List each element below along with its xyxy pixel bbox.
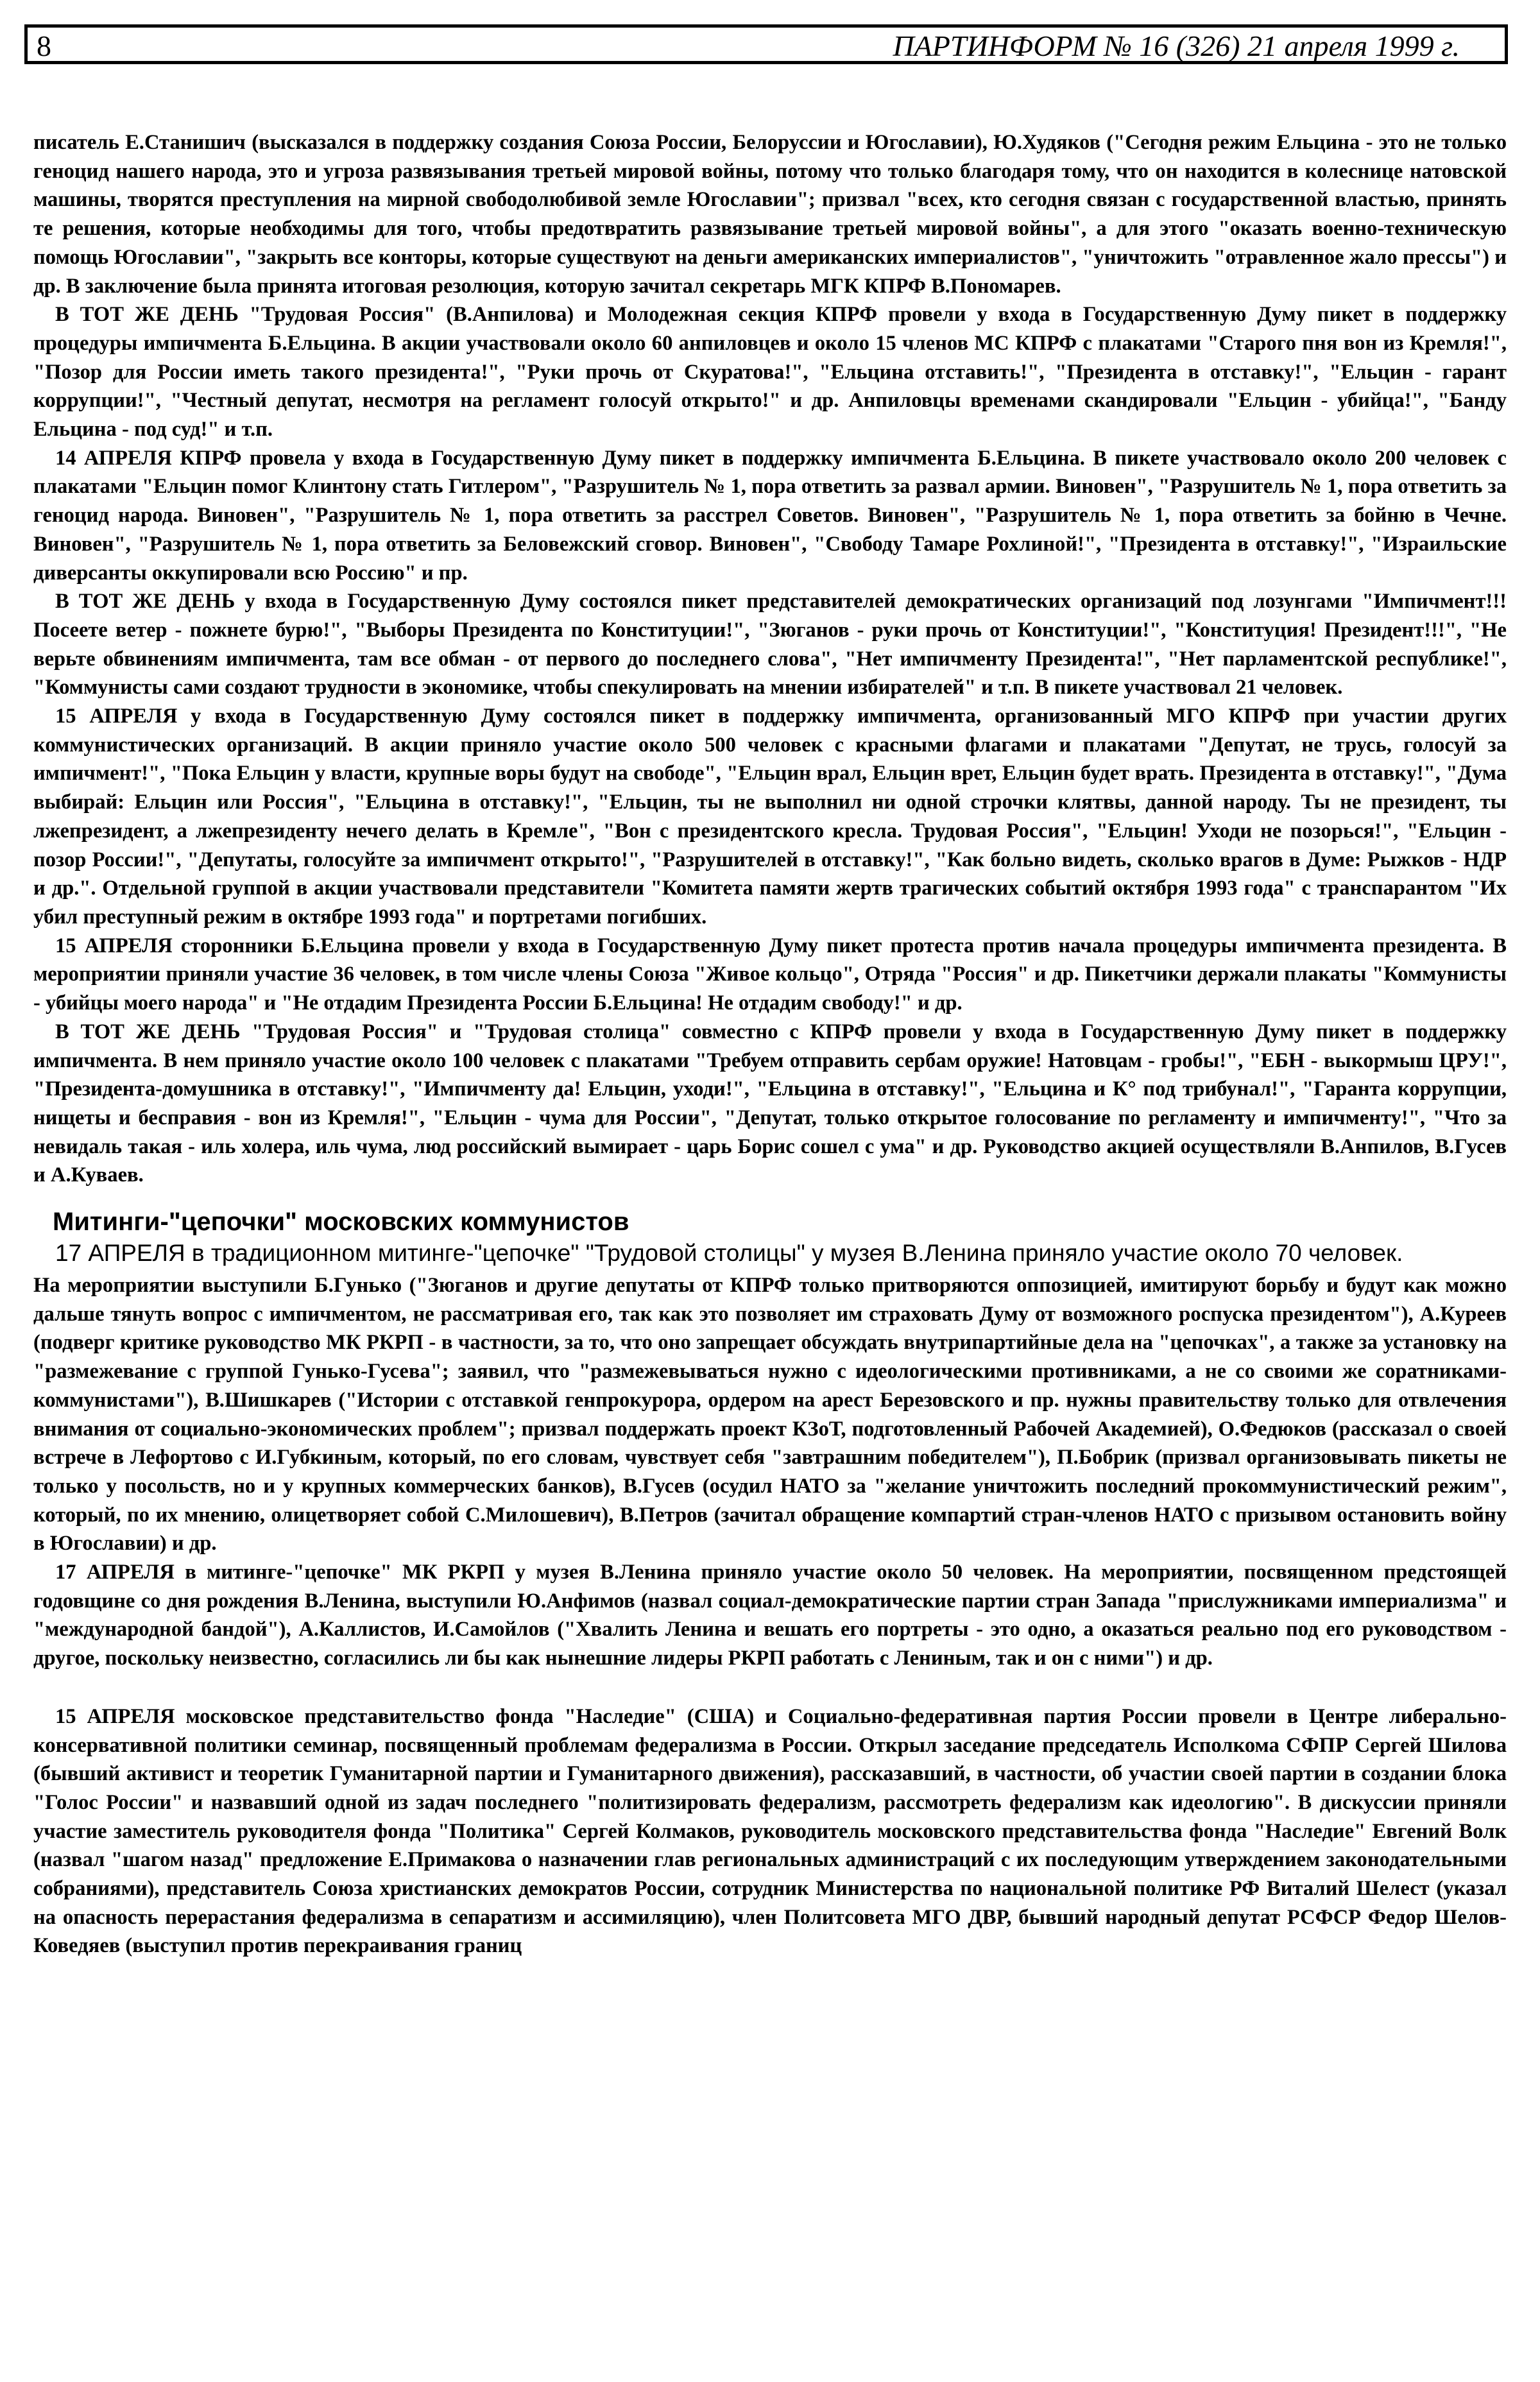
- publication-title: ПАРТИНФОРМ № 16 (326) 21 апреля 1999 г.: [893, 30, 1460, 62]
- paragraph: В ТОТ ЖЕ ДЕНЬ у входа в Государственную Думу состоялся пикет представителей демократических организаций под лозунгами "Импичмент!!! Посеете ветер - пожнете бурю!", "Выборы Президента по Конституции!", "Зюганов - руки прочь от Конституции!", "Конституция! Президент!!!", "Не верьте обвинениям импичмента, там все обман - от первого до последнего слова", "Нет импичменту Президента!", "Нет парламентской республике!", "Коммунисты сами создают трудности в экономике, чтобы спекулировать на мнении избирателей" и т.п. В пикете участвовал 21 человек.: [33, 590, 1507, 699]
- paragraph: В ТОТ ЖЕ ДЕНЬ "Трудовая Россия" (В.Анпилова) и Молодежная секция КПРФ провели у входа в Государственную Думу пикет в поддержку процедуры импичмента Б.Ельцина. В акции участвовали около 60 анпиловцев и около 15 членов МС КПРФ с плакатами "Старого пня вон из Кремля!", "Позор для России иметь такого президента!", "Руки прочь от Скуратова!", "Ельцина отставить!", "Президента в отставку!", "Ельцин - гарант коррупции!", "Честный депутат, несмотря на регламент голосуй открыто!" и др. Анпиловцы временами скандировали "Ельцин - убийца!", "Банду Ельцина - под суд!" и т.п.: [33, 303, 1507, 441]
- paragraph: писатель Е.Станишич (высказался в поддержку создания Союза России, Белоруссии и Югославии), Ю.Худяков ("Сегодня режим Ельцина - это не только геноцид нашего народа, это и угроза развязывания третьей мировой войны, потому что только благодаря тому, что он находится в колеснице натовской машины, творятся преступления на мирной свободолюбивой земле Югославии"; призвал "всех, кто сегодня связан с государственной властью, принять те решения, которые необходимы для того, чтобы предотвратить развязывание третьей мировой войны", а для этого "оказать военно-техническую помощь Югославии", "закрыть все конторы, которые существуют на деньги американских империалистов", "уничтожить "отравленное жало прессы") и др. В заключение была принята итоговая резолюция, которую зачитал секретарь МГК КПРФ В.Пономарев.: [33, 131, 1507, 298]
- section-lead: 17 АПРЕЛЯ в традиционном митинге-"цепочке" "Трудовой столицы" у музея В.Ленина приняло участие около 70 человек.: [55, 1240, 1403, 1267]
- paragraph: 17 АПРЕЛЯ в митинге-"цепочке" МК РКРП у музея В.Ленина приняло участие около 50 человек. На мероприятии, посвященном предстоящей годовщине со дня рождения В.Ленина, выступили Ю.Анфимов (назвал социал-демократические партии стран Запада "прислужниками империализма" и "международной бандой"), А.Каллистов, И.Самойлов ("Хвалить Ленина и вешать его портреты - это одно, а оказаться реально под его руководством - другое, поскольку неизвестно, согласились ли бы как нынешние лидеры РКРП работать с Лениным, так и он с ними") и др.: [33, 1561, 1507, 1670]
- article-body: [33, 128, 1507, 1960]
- paragraph: На мероприятии выступили Б.Гунько ("Зюганов и другие депутаты от КПРФ только притворяются оппозицией, имитируют борьбу и будут как можно дальше тянуть вопрос с импичментом, не рассматривая его, так как это позволяет им страховать Думу от возможного роспуска президентом"), А.Куреев (подверг критике руководство МК РКРП - в частности, за то, что оно запрещает обсуждать внутрипартийные дела на "цепочках", а также за установку на "размежевание с группой Гунько-Гусева"; заявил, что "размежевываться нужно с идеологическими противниками, а не со своими же соратниками-коммунистами"), В.Шишкарев ("Истории с отставкой генпрокурора, ордером на арест Березовского и пр. нужны правительству только для отвлечения внимания от социально-экономических проблем"; призвал поддержать проект КЗоТ, подготовленный Рабочей Академией), О.Федюков (рассказал о своей встрече в Лефортово с И.Губкиным, который, по его словам, чувствует себя "завтрашним победителем"), П.Бобрик (призвал организовывать пикеты не только у посольств, но и у крупных коммерческих банков), В.Гусев (осудил НАТО за "желание уничтожить последний прокоммунистический режим", который, по их мнению, олицетворяет собой С.Милошевич), В.Петров (зачитал обращение компартий стран-членов НАТО с призывом остановить войну в Югославии) и др.: [33, 1274, 1507, 1555]
- paragraph: 15 АПРЕЛЯ у входа в Государственную Думу состоялся пикет в поддержку импичмента, организованный МГО КПРФ при участии других коммунистических организаций. В акции приняло участие около 500 человек с красными флагами и плакатами "Депутат, не трусь, голосуй за импичмент!", "Пока Ельцин у власти, крупные воры будут на свободе", "Ельцин врал, Ельцин врет, Ельцин будет врать. Президента в отставку!", "Дума выбирай: Ельцин или Россия", "Ельцина в отставку!", "Ельцин, ты не выполнил ни одной строчки клятвы, данной народу. Ты не президент, ты лжепрезидент, а лжепрезиденту нечего делать в Кремле", "Вон с президентского кресла. Трудовая Россия", "Ельцин! Уходи не позорься!", "Ельцин - позор России!", "Депутаты, голосуйте за импичмент открыто!", "Разрушителей в отставку!", "Как больно видеть, сколько врагов в Думе: Рыжков - НДР и др.". Отдельной группой в акции участвовали представители "Комитета памяти жертв трагических событий октября 1993 года" с транспарантом "Их убил преступный режим в октябре 1993 года" и портретами погибших.: [33, 705, 1507, 929]
- paragraph: В ТОТ ЖЕ ДЕНЬ "Трудовая Россия" и "Трудовая столица" совместно с КПРФ провели у входа в Государственную Думу пикет в поддержку импичмента. В нем приняло участие около 100 человек с плакатами "Требуем отправить сербам оружие! Натовцам - гробы!", "ЕБН - выкормыш ЦРУ!", "Президента-домушника в отставку!", "Импичменту да! Ельцин, уходи!", "Ельцина в отставку!", "Ельцина и К° под трибунал!", "Гаранта коррупции, нищеты и бесправия - вон из Кремля!", "Ельцин - чума для России", "Депутат, только открытое голосование по регламенту и импичменту!", "Что за невидаль такая - иль холера, иль чума, люд российский вымирает - царь Борис сошел с ума" и др. Руководство акцией осуществляли В.Анпилов, В.Гусев и А.Куваев.: [33, 1020, 1507, 1187]
- page-header: [24, 24, 1508, 64]
- paragraph: 14 АПРЕЛЯ КПРФ провела у входа в Государственную Думу пикет в поддержку импичмента Б.Ельцина. В пикете участвовало около 200 человек с плакатами "Ельцин помог Клинтону стать Гитлером", "Разрушитель № 1, пора ответить за развал армии. Виновен", "Разрушитель № 1, пора ответить за геноцид народа. Виновен", "Разрушитель № 1, пора ответить за расстрел Советов. Виновен", "Разрушитель № 1, пора ответить за бойню в Чечне. Виновен", "Разрушитель № 1, пора ответить за Беловежский сговор. Виновен", "Свободу Тамаре Рохлиной!", "Президента в отставку!", "Израильские диверсанты оккупировали всю Россию" и пр.: [33, 446, 1507, 585]
- page-number: 8: [37, 30, 51, 62]
- spacer: [33, 1673, 1507, 1702]
- paragraph: 15 АПРЕЛЯ московское представительство фонда "Наследие" (США) и Социально-федеративная партия России провели в Центре либерально-консервативной политики семинар, посвященный проблемам федерализма в России. Открыл заседание председатель Исполкома СФПР Сергей Шилова (бывший активист и теоретик Гуманитарной партии и Гуманитарного движения), рассказавший, в частности, об участии своей партии в создании блока "Голос России" и назвавший одной из задач последнего "политизировать федерализм, рассмотреть федерализм как идеологию". В дискуссии приняли участие заместитель руководителя фонда "Политика" Сергей Колмаков, руководитель московского представительства фонда "Наследие" Евгений Волк (назвал "шагом назад" предложение Е.Примакова о назначении глав региональных администраций с их последующим утверждением законодательными собраниями), представитель Союза христианских демократов России, сотрудник Министерства по национальной политике РФ Виталий Шелест (указал на опасность перерастания федерализма в сепаратизм и ассимиляцию), член Политсовета МГО ДВР, бывший народный депутат РСФСР Федор Шелов-Коведяев (выступил против перекраивания границ: [33, 1704, 1507, 1958]
- section-heading: Митинги-"цепочки" московских коммунистов: [53, 1208, 629, 1237]
- paragraph: 15 АПРЕЛЯ сторонники Б.Ельцина провели у входа в Государственную Думу пикет протеста против начала процедуры импичмента президента. В мероприятии приняли участие 36 человек, в том числе члены Союза "Живое кольцо", Отряда "Россия" и др. Пикетчики держали плакаты "Коммунисты - убийцы моего народа" и "Не отдадим Президента России Б.Ельцина! Не отдадим свободу!" и др.: [33, 934, 1507, 1015]
